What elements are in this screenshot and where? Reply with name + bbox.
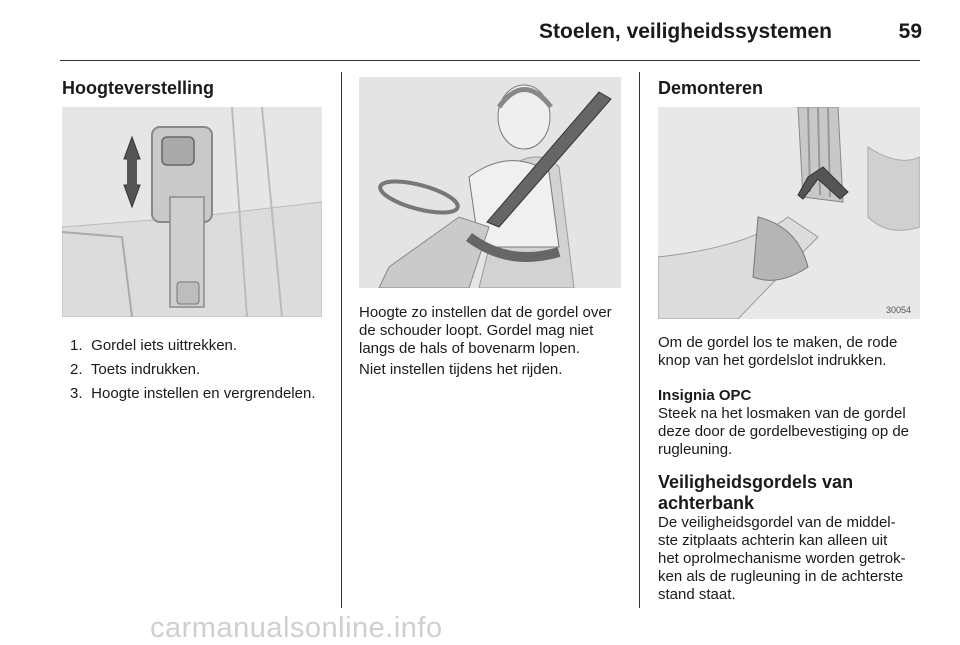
figure-number: 30054 [886, 305, 912, 315]
right-paragraph-1: Om de gordel los te maken, de rode knop van het gordelslot indrukken. [658, 334, 898, 369]
adjust-steps-list [70, 334, 316, 406]
belt-height-adjuster-illustration [62, 107, 322, 317]
page-number: 59 [898, 20, 922, 43]
section-heading-height-adjust: Hoogteverstelling [62, 78, 215, 98]
column-divider-right [639, 72, 640, 608]
middle-paragraph-1: Hoogte zo instellen dat de gordel over de schouder loopt. Gordel mag niet langs de hals of bovenarm lopen. [359, 304, 612, 357]
section-heading-remove: Demonteren [658, 78, 764, 98]
list-item: 1. Gordel iets uittrekken. [70, 337, 238, 354]
right-paragraph-2: Insignia OPC Steek na het losmaken van de gordel deze door de gordelbevestiging op de rugleuning. [658, 387, 910, 458]
middle-paragraph-2: Niet instellen tijdens het rijden. [359, 361, 563, 378]
subheading-insignia-opc: Insignia OPC [658, 387, 752, 404]
list-item: 3. Hoogte instellen en vergrendelen. [70, 385, 316, 402]
belt-buckle-release-illustration [658, 107, 920, 319]
header-divider [60, 60, 920, 61]
page-header-title: Stoelen, veiligheidssystemen [539, 20, 832, 43]
right-paragraph-3: De veiligheidsgordel van de middel- ste zitplaats achterin kan alleen uit het oprolmechanisme worden getrok- ken als de rugleuning in de achterste stand staat. [658, 514, 906, 603]
column-divider-left [341, 72, 342, 608]
list-item: 2. Toets indrukken. [70, 361, 201, 378]
driver-seatbelt-illustration [359, 77, 621, 288]
section-heading-rear-belts: Veiligheidsgordels van achterbank [658, 472, 854, 513]
watermark-text: carmanualsonline.info [150, 612, 443, 644]
